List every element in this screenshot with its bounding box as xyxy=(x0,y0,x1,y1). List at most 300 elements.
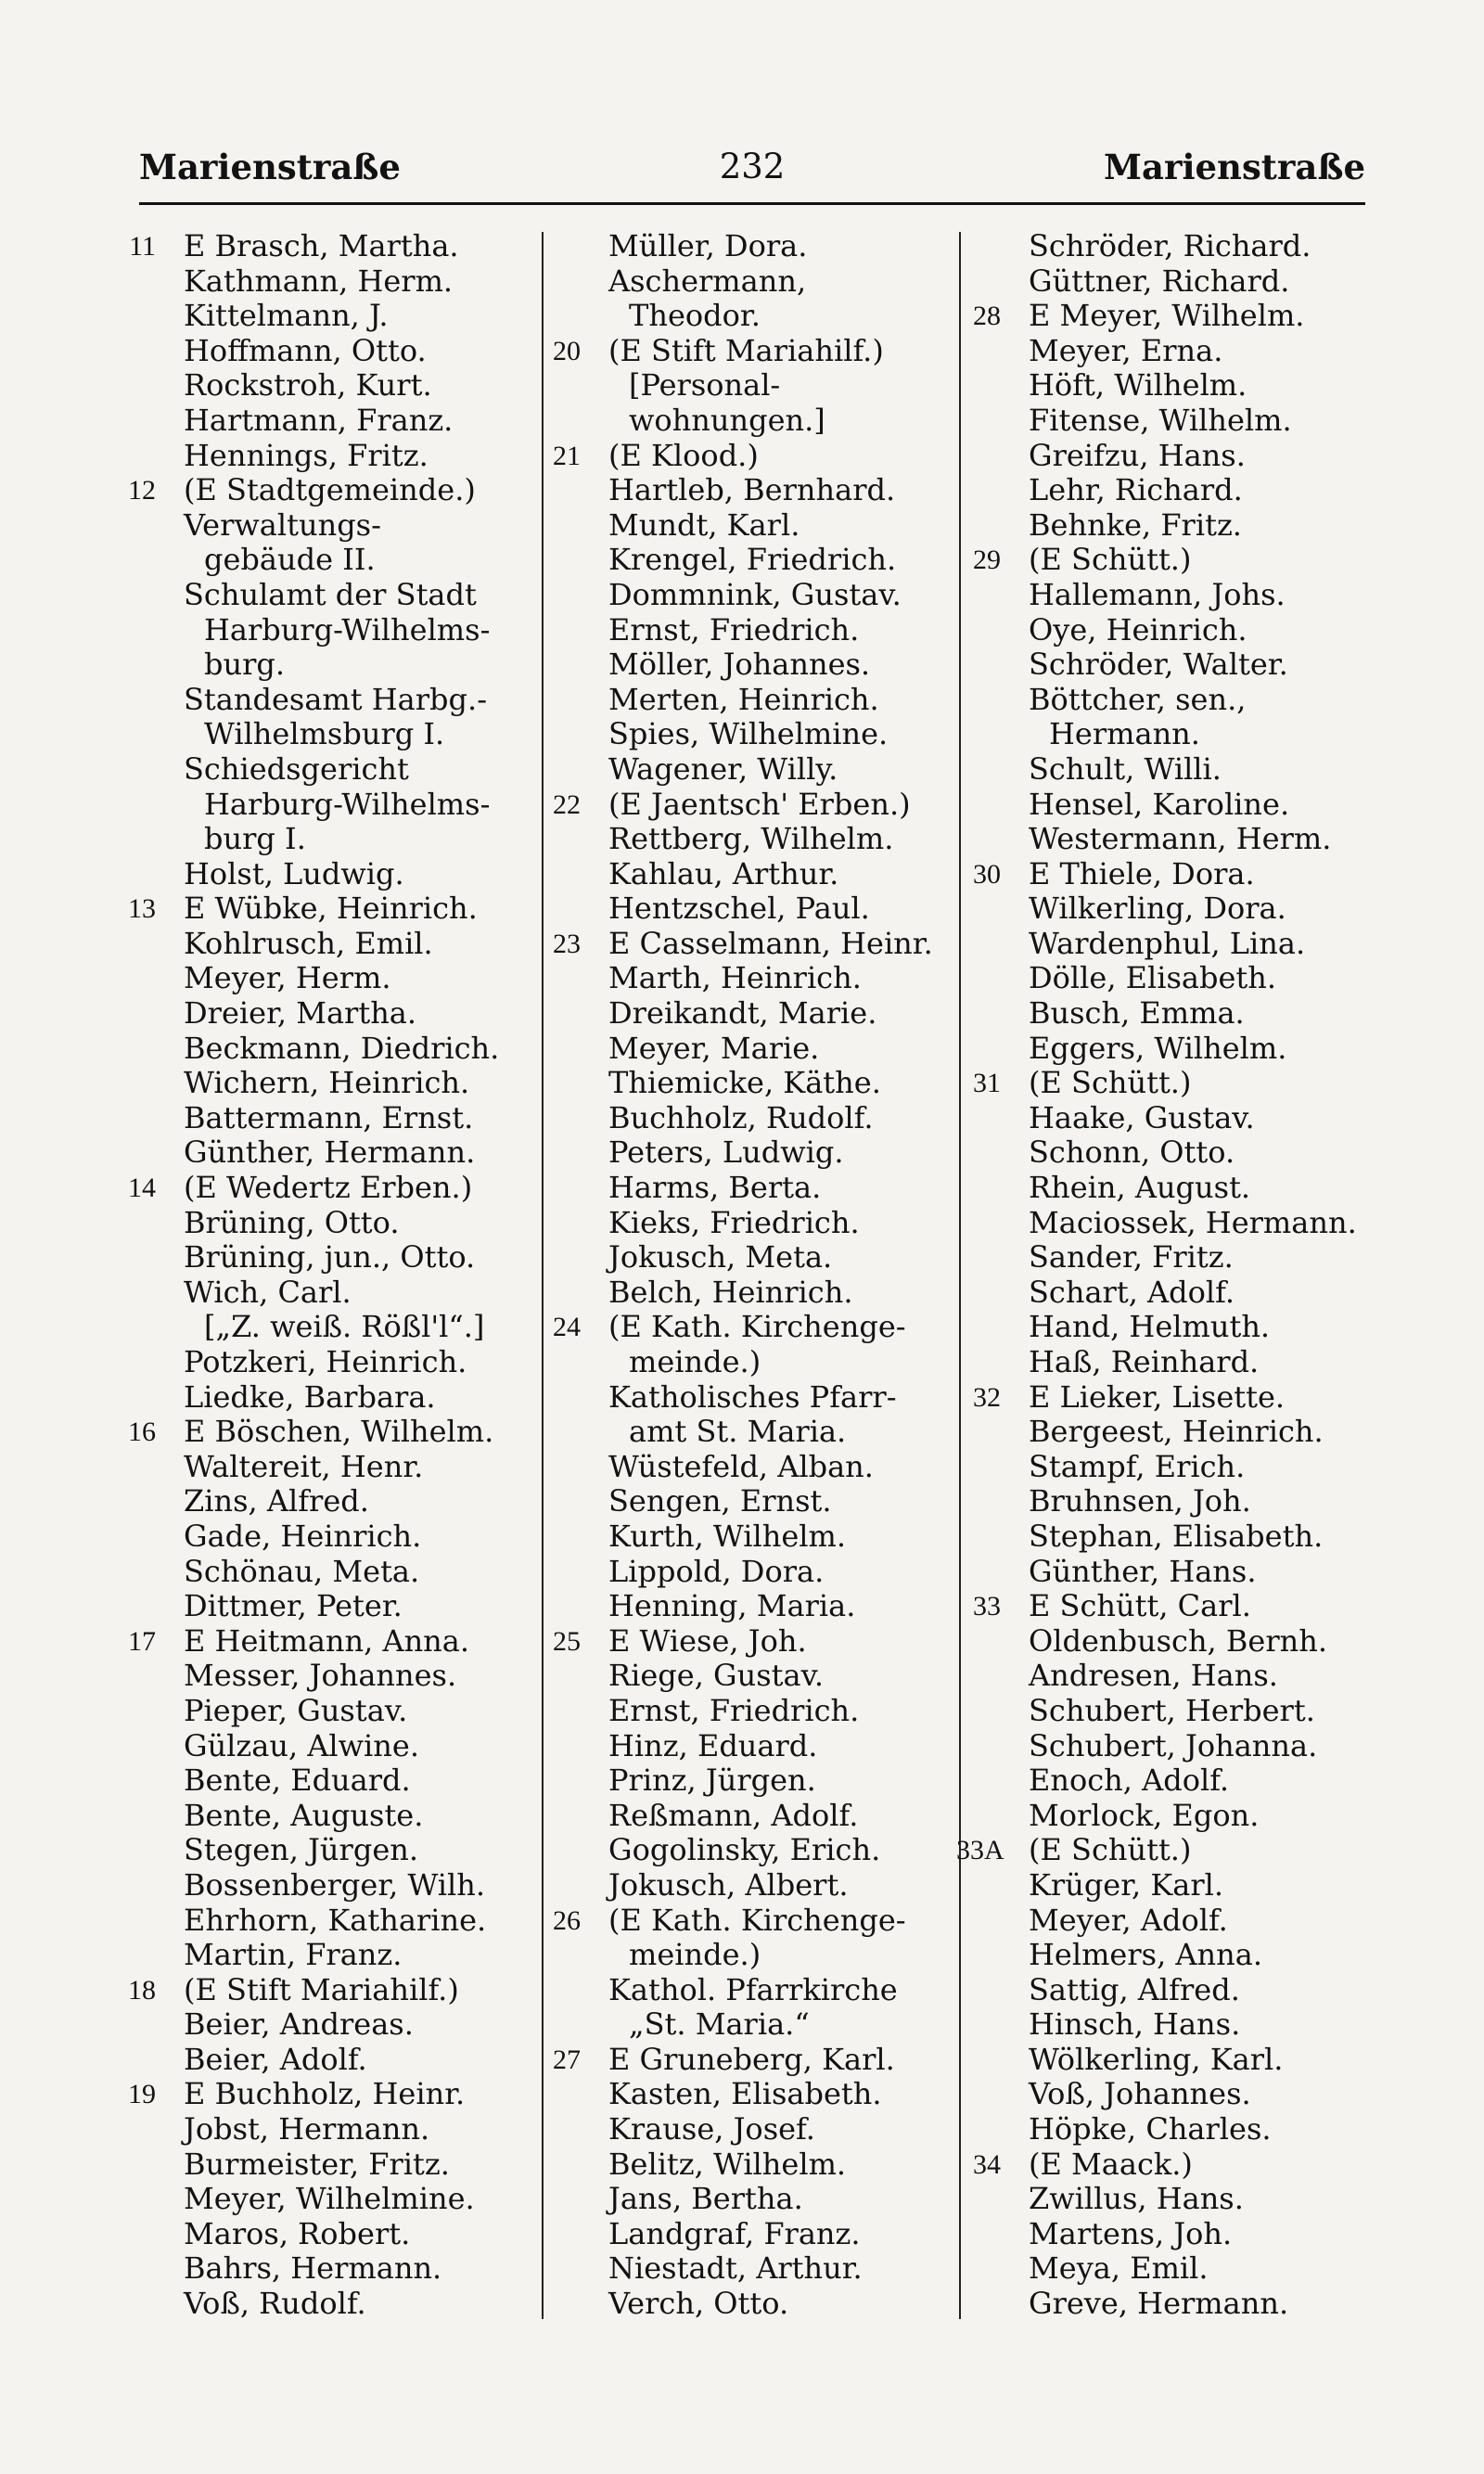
directory-entry xyxy=(536,891,951,927)
resident-name: Belitz, Wilhelm. xyxy=(608,2146,847,2182)
directory-entry xyxy=(536,788,951,823)
house-number: 22 xyxy=(553,788,581,820)
resident-name: Wilkerling, Dora. xyxy=(1029,891,1286,927)
directory-entry xyxy=(536,683,951,718)
directory-entry xyxy=(536,2007,951,2043)
directory-entry xyxy=(536,1555,951,1590)
house-number: 23 xyxy=(553,928,581,959)
directory-entry xyxy=(111,1799,533,1834)
directory-entry xyxy=(111,1171,533,1206)
resident-name: (E Schütt.) xyxy=(1029,1832,1192,1868)
resident-name: Lippold, Dora. xyxy=(608,1553,825,1589)
directory-entry xyxy=(536,996,951,1032)
directory-entry xyxy=(111,543,533,578)
resident-name: Busch, Emma. xyxy=(1029,995,1245,1032)
house-number: 24 xyxy=(553,1312,581,1343)
directory-entry xyxy=(536,1763,951,1799)
resident-name: Höft, Wilhelm. xyxy=(1029,367,1247,404)
directory-entry xyxy=(111,1275,533,1311)
directory-entry xyxy=(536,927,951,962)
resident-name: Zwillus, Hans. xyxy=(1029,2181,1244,2217)
resident-name: Verch, Otto. xyxy=(608,2286,789,2322)
directory-entry xyxy=(536,1659,951,1694)
directory-entry xyxy=(536,1450,951,1485)
resident-name: Hermann. xyxy=(1049,716,1200,752)
directory-entry xyxy=(536,264,951,300)
house-number: 32 xyxy=(973,1381,1001,1413)
directory-entry xyxy=(536,439,951,474)
resident-name: (E Klood.) xyxy=(608,437,759,473)
resident-name: E Buchholz, Heinr. xyxy=(184,2076,466,2112)
resident-name: amt St. Maria. xyxy=(629,1414,847,1450)
directory-entry xyxy=(111,473,533,508)
directory-entry xyxy=(111,1973,533,2008)
resident-name: Schönau, Meta. xyxy=(184,1553,420,1589)
resident-name: Oye, Heinrich. xyxy=(1029,611,1247,647)
resident-name: Enoch, Adolf. xyxy=(1029,1763,1230,1799)
resident-name: Bente, Auguste. xyxy=(184,1797,424,1833)
resident-name: E Thiele, Dora. xyxy=(1029,855,1255,891)
resident-name: Schiedsgericht xyxy=(184,750,409,787)
resident-name: Oldenbusch, Bernh. xyxy=(1029,1622,1328,1659)
directory-entry xyxy=(111,788,533,823)
house-number: 11 xyxy=(129,231,156,262)
resident-name: Spies, Wilhelmine. xyxy=(608,716,889,752)
resident-name: Meyer, Marie. xyxy=(608,1030,820,1066)
directory-entry xyxy=(536,1310,951,1345)
house-number: 27 xyxy=(553,2044,581,2075)
resident-name: Krause, Josef. xyxy=(608,2111,815,2147)
house-number: 21 xyxy=(553,440,581,471)
directory-entry xyxy=(956,1729,1364,1764)
directory-entry xyxy=(956,1659,1364,1694)
resident-name: E Böschen, Wilhelm. xyxy=(184,1414,494,1450)
resident-name: (E Stift Mariahilf.) xyxy=(608,332,884,368)
directory-entry xyxy=(956,647,1364,683)
resident-name: Meyer, Adolf. xyxy=(1029,1902,1228,1938)
resident-name: Schröder, Richard. xyxy=(1029,228,1311,263)
resident-name: burg I. xyxy=(204,821,306,857)
directory-entry xyxy=(956,1624,1364,1660)
resident-name: Maciossek, Hermann. xyxy=(1029,1204,1357,1240)
directory-entry xyxy=(956,543,1364,578)
resident-name: Dölle, Elisabeth. xyxy=(1029,960,1277,996)
resident-name: Battermann, Ernst. xyxy=(184,1099,474,1135)
directory-entry xyxy=(536,1729,951,1764)
directory-entry xyxy=(956,822,1364,857)
resident-name: Dommnink, Gustav. xyxy=(608,576,902,612)
resident-name: Bergeest, Heinrich. xyxy=(1029,1414,1324,1450)
directory-entry xyxy=(956,1938,1364,1973)
resident-name: Messer, Johannes. xyxy=(184,1658,457,1694)
directory-entry xyxy=(111,2112,533,2147)
directory-entry xyxy=(536,1101,951,1136)
resident-name: Bossenberger, Wilh. xyxy=(184,1866,486,1903)
directory-entry xyxy=(111,1032,533,1067)
directory-entry xyxy=(111,1624,533,1660)
resident-name: Schonn, Otto. xyxy=(1029,1134,1235,1171)
resident-name: Niestadt, Arthur. xyxy=(608,2250,863,2287)
resident-name: Buchholz, Rudolf. xyxy=(608,1099,874,1135)
resident-name: Dittmer, Peter. xyxy=(184,1588,403,1624)
directory-entry xyxy=(111,2217,533,2252)
resident-name: Wardenphul, Lina. xyxy=(1029,925,1306,961)
directory-entry xyxy=(536,1904,951,1939)
resident-name: „St. Maria.“ xyxy=(629,2006,810,2043)
resident-name: Kasten, Elisabeth. xyxy=(608,2076,882,2112)
resident-name: (E Kath. Kirchenge- xyxy=(608,1902,906,1938)
resident-name: Stampf, Erich. xyxy=(1029,1448,1246,1484)
directory-entry xyxy=(956,1904,1364,1939)
directory-entry xyxy=(956,334,1364,369)
resident-name: Ernst, Friedrich. xyxy=(608,611,860,647)
directory-entry xyxy=(536,334,951,369)
directory-entry xyxy=(956,1799,1364,1834)
directory-entry xyxy=(956,229,1364,264)
resident-name: [Personal- xyxy=(629,367,781,404)
directory-entry xyxy=(956,2251,1364,2287)
resident-name: (E Jaentsch' Erben.) xyxy=(608,786,911,822)
directory-entry xyxy=(536,1833,951,1868)
resident-name: Theodor. xyxy=(629,298,761,334)
directory-entry xyxy=(956,857,1364,892)
directory-entry xyxy=(536,647,951,683)
directory-entry xyxy=(536,1032,951,1067)
resident-name: Möller, Johannes. xyxy=(608,647,871,683)
resident-name: Meya, Emil. xyxy=(1029,2250,1209,2287)
house-number: 26 xyxy=(553,1904,581,1936)
house-number: 18 xyxy=(128,1974,156,2006)
directory-entry xyxy=(111,822,533,857)
resident-name: Krüger, Karl. xyxy=(1029,1866,1224,1903)
directory-entry xyxy=(956,1694,1364,1729)
directory-entry xyxy=(111,1763,533,1799)
directory-entry xyxy=(956,2007,1364,2043)
resident-name: Jokusch, Meta. xyxy=(608,1239,833,1275)
resident-name: Holst, Ludwig. xyxy=(184,855,404,891)
directory-entry xyxy=(111,717,533,752)
resident-name: Henning, Maria. xyxy=(608,1588,856,1624)
resident-name: Merten, Heinrich. xyxy=(608,681,879,717)
resident-name: meinde.) xyxy=(629,1344,761,1379)
directory-entry xyxy=(536,1589,951,1624)
resident-name: Böttcher, sen., xyxy=(1029,681,1247,717)
directory-entry xyxy=(536,473,951,508)
directory-entry xyxy=(956,683,1364,718)
directory-entry xyxy=(956,1519,1364,1555)
resident-name: E Brasch, Martha. xyxy=(184,228,459,263)
directory-entry xyxy=(956,299,1364,334)
directory-entry xyxy=(111,613,533,648)
directory-entry xyxy=(536,2043,951,2078)
resident-name: Schubert, Herbert. xyxy=(1029,1692,1315,1728)
directory-entry xyxy=(536,1206,951,1241)
resident-name: Dreikandt, Marie. xyxy=(608,995,877,1032)
resident-name: Harburg-Wilhelms- xyxy=(204,786,491,822)
directory-entry xyxy=(111,857,533,892)
directory-entry xyxy=(956,404,1364,439)
house-number: 19 xyxy=(128,2079,156,2110)
directory-entry xyxy=(956,1868,1364,1904)
directory-entry xyxy=(536,1275,951,1311)
resident-name: E Wübke, Heinrich. xyxy=(184,891,478,927)
resident-name: E Casselmann, Heinr. xyxy=(608,925,933,961)
resident-name: Stegen, Jürgen. xyxy=(184,1832,419,1868)
directory-entry xyxy=(956,1380,1364,1416)
resident-name: Fitense, Wilhelm. xyxy=(1029,402,1292,438)
directory-entry xyxy=(111,2147,533,2183)
house-number: 33A xyxy=(956,1835,1004,1866)
directory-entry xyxy=(956,752,1364,788)
resident-name: Voß, Johannes. xyxy=(1029,2076,1251,2112)
house-number: 25 xyxy=(553,1625,581,1657)
directory-entry xyxy=(956,2043,1364,2078)
directory-entry xyxy=(111,2251,533,2287)
resident-name: Reßmann, Adolf. xyxy=(608,1797,859,1833)
directory-entry xyxy=(111,683,533,718)
resident-name: Gogolinsky, Erich. xyxy=(608,1832,881,1868)
directory-entry xyxy=(111,2182,533,2217)
resident-name: Bente, Eduard. xyxy=(184,1763,411,1799)
resident-name: Müller, Dora. xyxy=(608,228,808,263)
resident-name: Zins, Alfred. xyxy=(184,1483,369,1519)
directory-entry xyxy=(111,1694,533,1729)
directory-entry xyxy=(956,1310,1364,1345)
resident-name: Wichern, Heinrich. xyxy=(184,1065,470,1101)
directory-entry xyxy=(111,1345,533,1380)
directory-entry xyxy=(956,508,1364,544)
directory-entry xyxy=(536,404,951,439)
resident-name: Meyer, Wilhelmine. xyxy=(184,2181,475,2217)
directory-entry xyxy=(536,1484,951,1519)
resident-name: Haake, Gustav. xyxy=(1029,1099,1255,1135)
directory-entry xyxy=(111,1450,533,1485)
resident-name: (E Stift Mariahilf.) xyxy=(184,1971,459,2007)
resident-name: Beier, Andreas. xyxy=(184,2006,414,2043)
resident-name: E Schütt, Carl. xyxy=(1029,1588,1251,1624)
directory-entry xyxy=(956,717,1364,752)
directory-entry xyxy=(536,2112,951,2147)
resident-name: Marth, Heinrich. xyxy=(608,960,862,996)
resident-name: Thiemicke, Käthe. xyxy=(608,1065,881,1101)
directory-entry xyxy=(956,2287,1364,2322)
resident-name: (E Schütt.) xyxy=(1029,542,1192,578)
directory-entry xyxy=(111,2077,533,2112)
directory-entry xyxy=(111,2287,533,2322)
directory-entry xyxy=(956,2147,1364,2183)
resident-name: Günther, Hermann. xyxy=(184,1134,476,1171)
resident-name: Belch, Heinrich. xyxy=(608,1274,853,1310)
resident-name: [„Z. weiß. Rößl'l“.] xyxy=(204,1309,485,1345)
resident-name: E Meyer, Wilhelm. xyxy=(1029,298,1305,334)
resident-name: Brüning, jun., Otto. xyxy=(184,1239,476,1275)
directory-entry xyxy=(536,1938,951,1973)
directory-entry xyxy=(536,543,951,578)
resident-name: (E Maack.) xyxy=(1029,2146,1193,2182)
directory-entry xyxy=(111,2007,533,2043)
directory-entry xyxy=(956,1450,1364,1485)
resident-name: burg. xyxy=(204,647,286,683)
directory-entry xyxy=(111,1938,533,1973)
resident-name: Sander, Fritz. xyxy=(1029,1239,1234,1275)
resident-name: Hennings, Fritz. xyxy=(184,437,429,473)
directory-entry xyxy=(536,1240,951,1275)
resident-name: Aschermann, xyxy=(608,263,807,299)
resident-name: Schröder, Walter. xyxy=(1029,647,1288,683)
resident-name: Ernst, Friedrich. xyxy=(608,1692,860,1728)
resident-name: Haß, Reinhard. xyxy=(1029,1344,1260,1379)
resident-name: Hensel, Karoline. xyxy=(1029,786,1290,822)
resident-name: Schult, Willi. xyxy=(1029,750,1222,787)
page-header xyxy=(139,139,1365,195)
resident-name: Waltereit, Henr. xyxy=(184,1448,424,1484)
resident-name: Peters, Ludwig. xyxy=(608,1134,844,1171)
directory-entry xyxy=(956,1833,1364,1868)
directory-entry xyxy=(536,1171,951,1206)
resident-name: Katholisches Pfarr- xyxy=(608,1378,897,1415)
resident-name: Rockstroh, Kurt. xyxy=(184,367,432,404)
directory-entry xyxy=(111,1380,533,1416)
directory-entry xyxy=(956,1555,1364,1590)
directory-entry xyxy=(956,1345,1364,1380)
directory-entry xyxy=(111,647,533,683)
resident-name: Hallemann, Johs. xyxy=(1029,576,1286,612)
directory-entry xyxy=(956,1032,1364,1067)
directory-entry xyxy=(536,613,951,648)
directory-entry xyxy=(956,1484,1364,1519)
directory-entry xyxy=(956,1973,1364,2008)
resident-name: Gülzau, Alwine. xyxy=(184,1727,419,1763)
directory-entry xyxy=(111,891,533,927)
directory-entry xyxy=(956,961,1364,996)
resident-name: Schubert, Johanna. xyxy=(1029,1727,1318,1763)
directory-entry xyxy=(956,1101,1364,1136)
resident-name: Kahlau, Arthur. xyxy=(608,855,839,891)
resident-name: Jans, Bertha. xyxy=(608,2181,803,2217)
resident-name: Hinsch, Hans. xyxy=(1029,2006,1241,2043)
directory-entry xyxy=(111,1589,533,1624)
directory-entry xyxy=(536,2251,951,2287)
directory-entry xyxy=(956,2182,1364,2217)
directory-entry xyxy=(111,1659,533,1694)
directory-entry xyxy=(956,1275,1364,1311)
directory-entry xyxy=(111,404,533,439)
directory-entry xyxy=(111,334,533,369)
resident-name: Wilhelmsburg I. xyxy=(204,716,445,752)
resident-name: Martin, Franz. xyxy=(184,1937,403,1973)
directory-entry xyxy=(956,473,1364,508)
resident-name: Kathol. Pfarrkirche xyxy=(608,1971,898,2007)
directory-entry xyxy=(111,1310,533,1345)
directory-entry xyxy=(536,1799,951,1834)
directory-entry xyxy=(956,1589,1364,1624)
directory-entry xyxy=(536,1380,951,1416)
resident-name: Greve, Hermann. xyxy=(1029,2286,1289,2322)
directory-entry xyxy=(536,1694,951,1729)
directory-entry xyxy=(536,961,951,996)
header-street-right: Marienstraße xyxy=(1104,147,1365,187)
directory-entry xyxy=(111,996,533,1032)
directory-entry xyxy=(956,788,1364,823)
resident-name: Westermann, Herm. xyxy=(1029,821,1332,857)
resident-name: Jobst, Hermann. xyxy=(184,2111,430,2147)
resident-name: Potzkeri, Heinrich. xyxy=(184,1344,467,1379)
directory-entry xyxy=(956,2217,1364,2252)
directory-entry xyxy=(956,2112,1364,2147)
resident-name: Ehrhorn, Katharine. xyxy=(184,1902,487,1938)
resident-name: Jokusch, Albert. xyxy=(608,1866,849,1903)
resident-name: Günther, Hans. xyxy=(1029,1553,1257,1589)
house-number: 16 xyxy=(128,1416,156,1448)
directory-entry xyxy=(111,1904,533,1939)
directory-entry xyxy=(111,264,533,300)
directory-entry xyxy=(956,996,1364,1032)
header-street-left: Marienstraße xyxy=(139,147,401,187)
column-2 xyxy=(536,229,951,2322)
house-number: 12 xyxy=(128,475,156,506)
resident-name: Maros, Robert. xyxy=(184,2215,411,2251)
resident-name: Güttner, Richard. xyxy=(1029,263,1290,299)
directory-entry xyxy=(536,1868,951,1904)
directory-entry xyxy=(956,368,1364,404)
resident-name: E Heitmann, Anna. xyxy=(184,1622,470,1659)
resident-name: Wich, Carl. xyxy=(184,1274,352,1310)
resident-name: E Wiese, Joh. xyxy=(608,1622,807,1659)
directory-entry xyxy=(956,927,1364,962)
resident-name: Meyer, Herm. xyxy=(184,960,391,996)
directory-entry xyxy=(111,1519,533,1555)
directory-entry xyxy=(111,1833,533,1868)
directory-entry xyxy=(956,1240,1364,1275)
resident-name: Krengel, Friedrich. xyxy=(608,542,897,578)
directory-entry xyxy=(111,1066,533,1101)
resident-name: Liedke, Barbara. xyxy=(184,1378,436,1415)
resident-name: Standesamt Harbg.- xyxy=(184,681,487,717)
directory-entry xyxy=(111,961,533,996)
directory-entry xyxy=(111,752,533,788)
resident-name: Andresen, Hans. xyxy=(1029,1658,1278,1694)
directory-entry xyxy=(536,578,951,613)
house-number: 13 xyxy=(128,893,156,925)
column-3 xyxy=(956,229,1364,2322)
resident-name: Wölkerling, Karl. xyxy=(1029,2041,1284,2077)
directory-entry xyxy=(111,927,533,962)
resident-name: Hoffmann, Otto. xyxy=(184,332,427,368)
resident-name: Mundt, Karl. xyxy=(608,506,800,543)
resident-name: Gade, Heinrich. xyxy=(184,1518,422,1554)
resident-name: Schulamt der Stadt xyxy=(184,576,477,612)
directory-entry xyxy=(536,1519,951,1555)
directory-entry xyxy=(111,1555,533,1590)
directory-entry xyxy=(111,1868,533,1904)
directory-entry xyxy=(536,2077,951,2112)
directory-entry xyxy=(536,1135,951,1171)
page-number: 232 xyxy=(719,147,786,186)
resident-name: Morlock, Egon. xyxy=(1029,1797,1260,1833)
resident-name: (E Schütt.) xyxy=(1029,1065,1192,1101)
resident-name: wohnungen.] xyxy=(629,402,825,438)
resident-name: Dreier, Martha. xyxy=(184,995,417,1032)
directory-entry xyxy=(536,299,951,334)
house-number: 30 xyxy=(973,858,1001,890)
directory-entry xyxy=(111,578,533,613)
resident-name: Brüning, Otto. xyxy=(184,1204,400,1240)
resident-name: Greifzu, Hans. xyxy=(1029,437,1246,473)
directory-entry xyxy=(111,439,533,474)
directory-entry xyxy=(956,1135,1364,1171)
house-number: 29 xyxy=(973,545,1001,576)
house-number: 17 xyxy=(128,1625,156,1657)
